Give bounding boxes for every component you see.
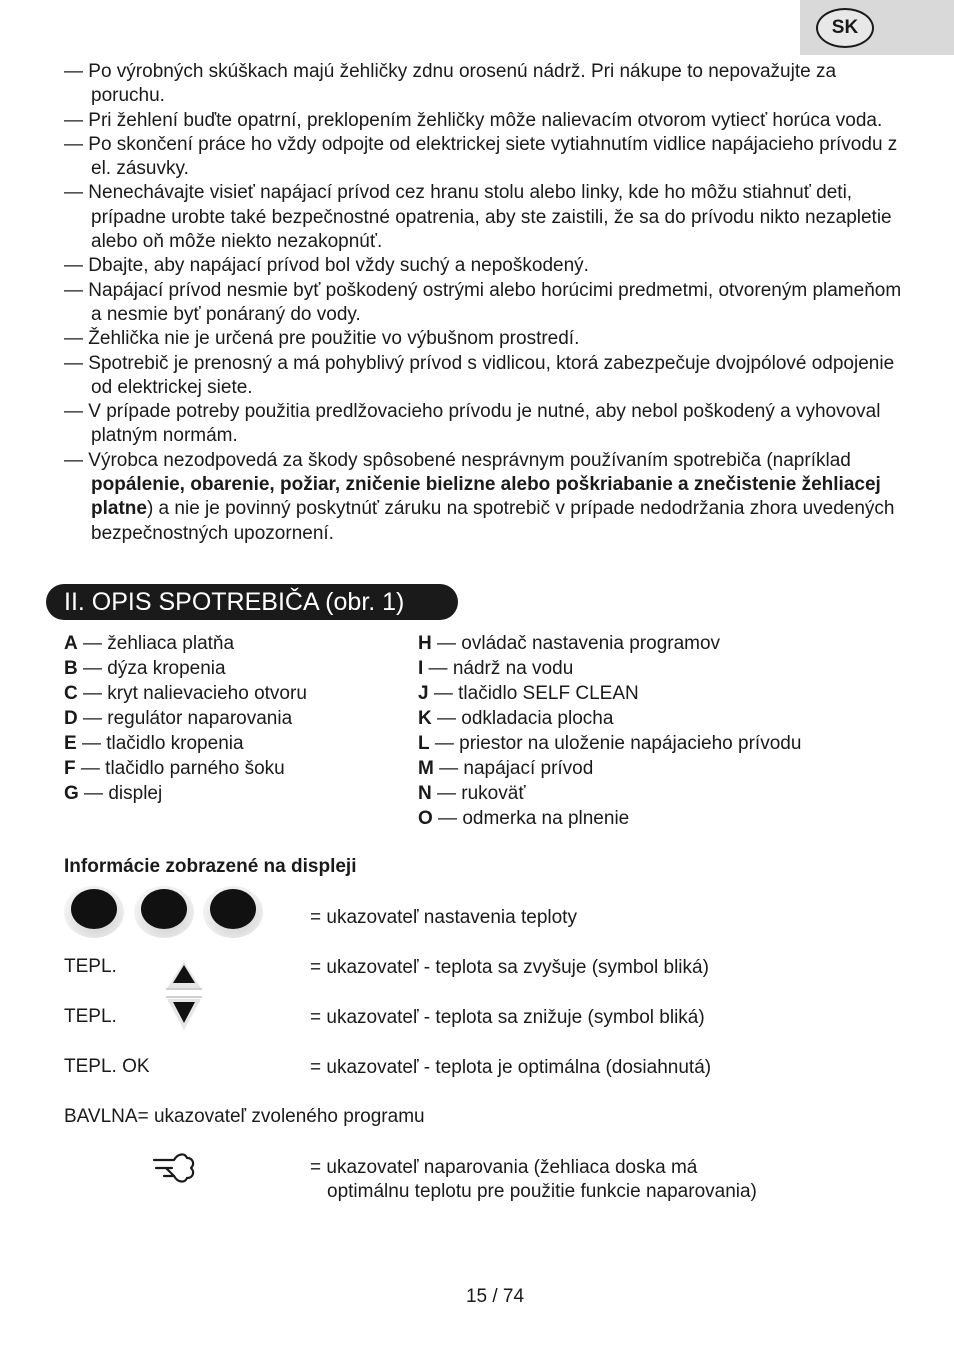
part-letter: B (64, 658, 78, 679)
temp-up-label: TEPL. (64, 956, 117, 977)
part-letter: L (418, 733, 430, 754)
program-row (64, 1106, 924, 1132)
part-item (418, 706, 801, 731)
page-number: 15 / 74 (465, 1286, 525, 1307)
part-item (64, 631, 307, 656)
part-item (418, 631, 801, 656)
part-item (418, 731, 801, 756)
liability-note-start: — Výrobca nezodpovedá za škody spôsobené nesprávnym používaním spotrebiča (napríklad (64, 449, 851, 471)
part-letter: H (418, 633, 432, 654)
safety-note: — Spotrebič je prenosný a má pohyblivý prívod s vidlicou, ktorá zabezpečuje dvojpólové odpojenie od elektrickej siete. (64, 352, 895, 398)
temp-dots-desc: = ukazovateľ nastavenia teploty (310, 907, 577, 928)
temp-ok-row (64, 1056, 924, 1082)
part-text: — žehliaca platňa (77, 633, 235, 654)
liability-note-bold: popálenie, obarenie, požiar, zničenie bielizne alebo poškriabanie a znečistenie žehliacej platne (91, 474, 881, 520)
language-badge: SK (816, 8, 874, 48)
part-letter: F (64, 758, 76, 779)
part-text: — displej (78, 783, 163, 804)
part-letter: J (418, 683, 429, 704)
steam-row (64, 1156, 924, 1208)
temp-dots-row (64, 906, 924, 932)
safety-note: — Nenechávajte visieť napájací prívod cez hranu stolu alebo linky, kde ho môžu stiahnuť deti, prípadne urobte také bezpečnostné opatrenia, aby ste zaistili, že sa do prívodu nikto nezapletie alebo oň môže niekto nezakopnúť. (64, 182, 892, 253)
part-letter: N (418, 783, 432, 804)
part-letter: A (64, 633, 78, 654)
part-item (418, 806, 801, 831)
part-item (64, 781, 307, 806)
part-letter: C (64, 683, 78, 704)
safety-note: — V prípade potreby použitia predlžovacieho prívodu je nutné, aby nebol poškodený a vyhovoval platným normám. (64, 401, 881, 447)
arrow-up-icon (163, 956, 205, 992)
part-letter: K (418, 708, 432, 729)
temp-down-desc: = ukazovateľ - teplota sa znižuje (symbol bliká) (310, 1007, 705, 1028)
temp-down-label: TEPL. (64, 1006, 117, 1027)
safety-note: — Dbajte, aby napájací prívod bol vždy suchý a nepoškodený. (64, 255, 589, 277)
part-text: — tlačidlo parného šoku (75, 758, 285, 779)
part-item (418, 756, 801, 781)
part-letter: E (64, 733, 77, 754)
language-tab (800, 0, 954, 55)
part-item (64, 706, 307, 731)
part-item (64, 756, 307, 781)
part-letter: M (418, 758, 434, 779)
steam-desc-line-2: optimálnu teplotu pre použitie funkcie naparovania) (327, 1181, 757, 1202)
parts-list-right (418, 631, 801, 831)
part-text: — rukoväť (431, 783, 526, 804)
safety-note: — Pri žehlení buďte opatrní, preklopením žehličky môže nalievacím otvorom vytiecť horúca voda. (64, 109, 883, 131)
part-letter: O (418, 808, 433, 829)
display-info-heading: Informácie zobrazené na displeji (64, 856, 357, 877)
part-text: — tlačidlo SELF CLEAN (428, 683, 639, 704)
part-letter: I (418, 658, 424, 679)
part-item (418, 656, 801, 681)
temp-up-desc: = ukazovateľ - teplota sa zvyšuje (symbol bliká) (310, 957, 709, 978)
steam-desc-line-1: = ukazovateľ naparovania (žehliaca doska má (310, 1157, 698, 1178)
temp-ok-desc: = ukazovateľ - teplota je optimálna (dosiahnutá) (310, 1057, 712, 1078)
part-text: — odmerka na plnenie (432, 808, 630, 829)
steam-desc (310, 1156, 757, 1204)
part-text: — regulátor naparovania (77, 708, 293, 729)
safety-note: — Po skončení práce ho vždy odpojte od elektrickej siete vytiahnutím vidlice napájacieho prívodu z el. zásuvky. (64, 133, 898, 180)
part-text: — dýza kropenia (77, 658, 226, 679)
arrow-down-icon (163, 994, 205, 1034)
part-item (418, 681, 801, 706)
part-text: — tlačidlo kropenia (76, 733, 244, 754)
safety-note: — Po výrobných skúškach majú žehličky zdnu orosenú nádrž. Pri nákupe to nepovažujte za poruchu. (64, 61, 837, 107)
safety-notes-list (64, 60, 904, 546)
part-letter: D (64, 708, 78, 729)
part-item (64, 681, 307, 706)
parts-list-left (64, 631, 307, 806)
temp-ok-label: TEPL. OK (64, 1056, 150, 1077)
part-text: — kryt nalievacieho otvoru (77, 683, 307, 704)
liability-note-end: ) a nie je povinný poskytnúť záruku na spotrebič v prípade nedodržania zhora uvedených bezpečnostných upozornení. (91, 498, 895, 544)
part-item (64, 656, 307, 681)
program-line: BAVLNA= ukazovateľ zvoleného programu (64, 1106, 425, 1127)
part-item (64, 731, 307, 756)
section-title: II. OPIS SPOTREBIČA (obr. 1) (46, 584, 458, 620)
part-text: — nádrž na vodu (423, 658, 574, 679)
safety-note: — Žehlička nie je určená pre použitie vo výbušnom prostredí. (64, 328, 580, 350)
part-text: — priestor na uloženie napájacieho prívodu (429, 733, 802, 754)
part-item (418, 781, 801, 806)
part-text: — odkladacia plocha (431, 708, 614, 729)
safety-note: — Napájací prívod nesmie byť poškodený ostrými alebo horúcimi predmetmi, otvoreným plameňom a nesmie byť ponáraný do vody. (64, 279, 902, 325)
part-letter: G (64, 783, 79, 804)
liability-note (64, 449, 904, 546)
part-text: — ovládač nastavenia programov (431, 633, 721, 654)
part-text: — napájací prívod (433, 758, 594, 779)
